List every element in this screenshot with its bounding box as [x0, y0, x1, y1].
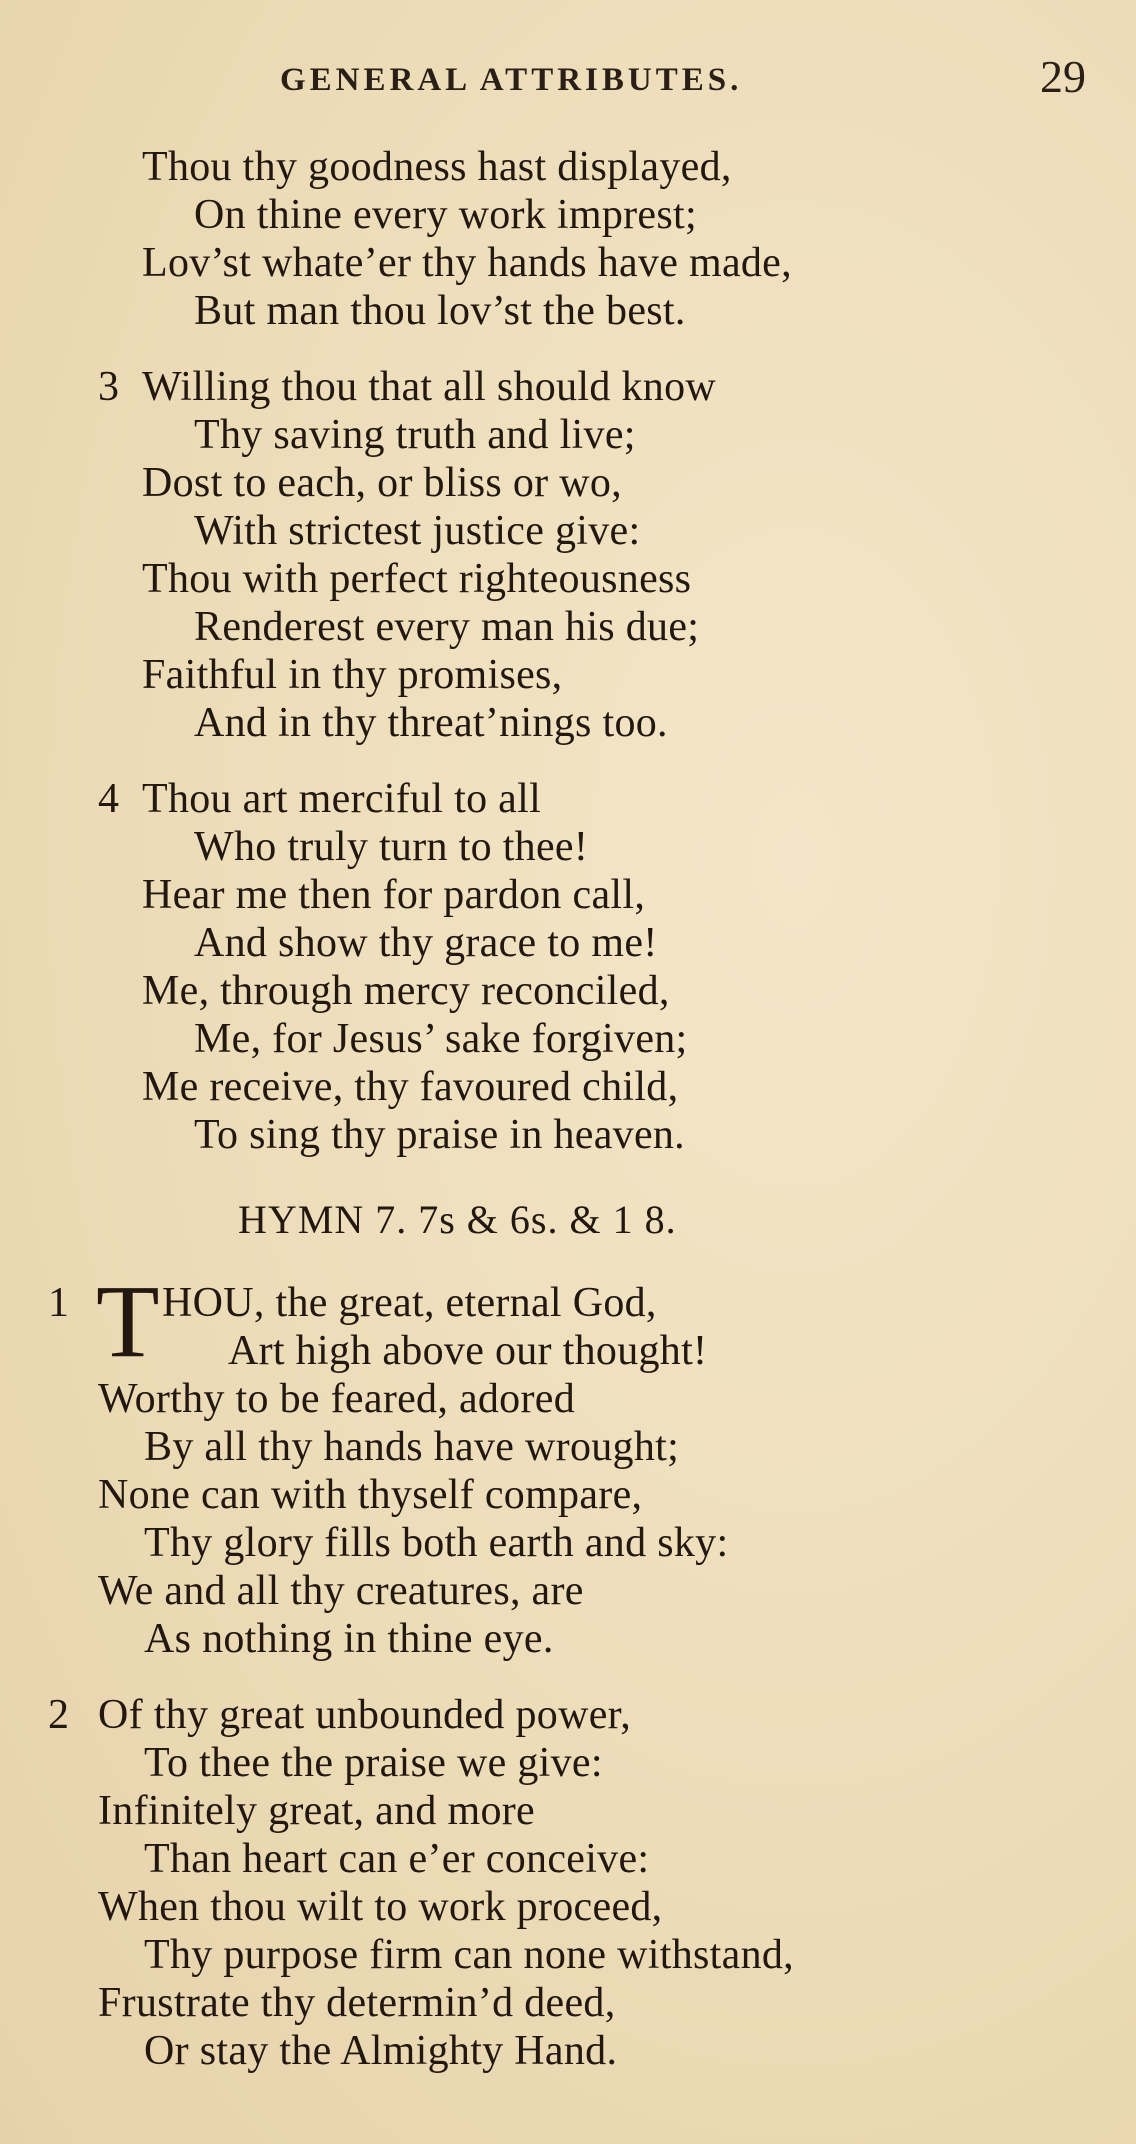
hymn-line: Thou with perfect righteousness: [142, 556, 692, 602]
hymn-line: We and all thy creatures, are: [98, 1568, 584, 1614]
hymn-line: Thou art merciful to all: [142, 776, 542, 822]
verse-number: 2: [48, 1692, 69, 1738]
hymn-line: Lov’st whate’er thy hands have made,: [142, 240, 792, 286]
hymn-line: Willing thou that all should know: [142, 364, 717, 410]
hymn-line: To thee the praise we give:: [144, 1740, 603, 1786]
hymn-line: Thou thy goodness hast displayed,: [142, 144, 732, 190]
hymn-line: Thy glory fills both earth and sky:: [144, 1520, 729, 1566]
hymn-line: Dost to each, or bliss or wo,: [142, 460, 622, 506]
hymn-line: Infinitely great, and more: [98, 1788, 535, 1834]
running-title: GENERAL ATTRIBUTES.: [280, 62, 743, 98]
hymn-line: With strictest justice give:: [194, 508, 641, 554]
drop-cap-letter: T: [96, 1264, 160, 1379]
hymn-line: None can with thyself compare,: [98, 1472, 643, 1518]
hymn-line: And show thy grace to me!: [194, 920, 658, 966]
hymn-line: But man thou lov’st the best.: [194, 288, 686, 334]
hymn-line: To sing thy praise in heaven.: [194, 1112, 685, 1158]
hymn-line: HOU, the great, eternal God,: [162, 1280, 657, 1326]
hymn-line: Renderest every man his due;: [194, 604, 700, 650]
hymn-line: Art high above our thought!: [228, 1328, 708, 1374]
hymn-line: Me, for Jesus’ sake forgiven;: [194, 1016, 688, 1062]
hymn-title: HYMN 7. 7s & 6s. & 1 8.: [238, 1197, 677, 1242]
hymn-line: On thine every work imprest;: [194, 192, 697, 238]
hymn-line: When thou wilt to work proceed,: [98, 1884, 663, 1930]
hymn-line: Hear me then for pardon call,: [142, 872, 646, 918]
hymn-line: Me receive, thy favoured child,: [142, 1064, 679, 1110]
hymn-line: As nothing in thine eye.: [144, 1616, 554, 1662]
hymn-line: Thy saving truth and live;: [194, 412, 636, 458]
page-number: 29: [1040, 51, 1086, 102]
verse-number: 1: [48, 1280, 69, 1326]
hymn-line: And in thy threat’nings too.: [194, 700, 668, 746]
hymn-line: Worthy to be feared, adored: [98, 1376, 576, 1422]
hymn-line: By all thy hands have wrought;: [144, 1424, 680, 1470]
hymn-line: Of thy great unbounded power,: [98, 1692, 632, 1738]
verse-number: 4: [98, 776, 119, 822]
hymn-line: Or stay the Almighty Hand.: [144, 2028, 618, 2074]
hymn-line: Who truly turn to thee!: [194, 824, 589, 870]
hymn-line: Thy purpose firm can none withstand,: [144, 1932, 794, 1978]
verse-number: 3: [98, 364, 119, 410]
hymn-line: Me, through mercy reconciled,: [142, 968, 670, 1014]
hymn-line: Than heart can e’er conceive:: [144, 1836, 650, 1882]
hymn-line: Frustrate thy determin’d deed,: [98, 1980, 616, 2026]
hymn-line: Faithful in thy promises,: [142, 652, 563, 698]
